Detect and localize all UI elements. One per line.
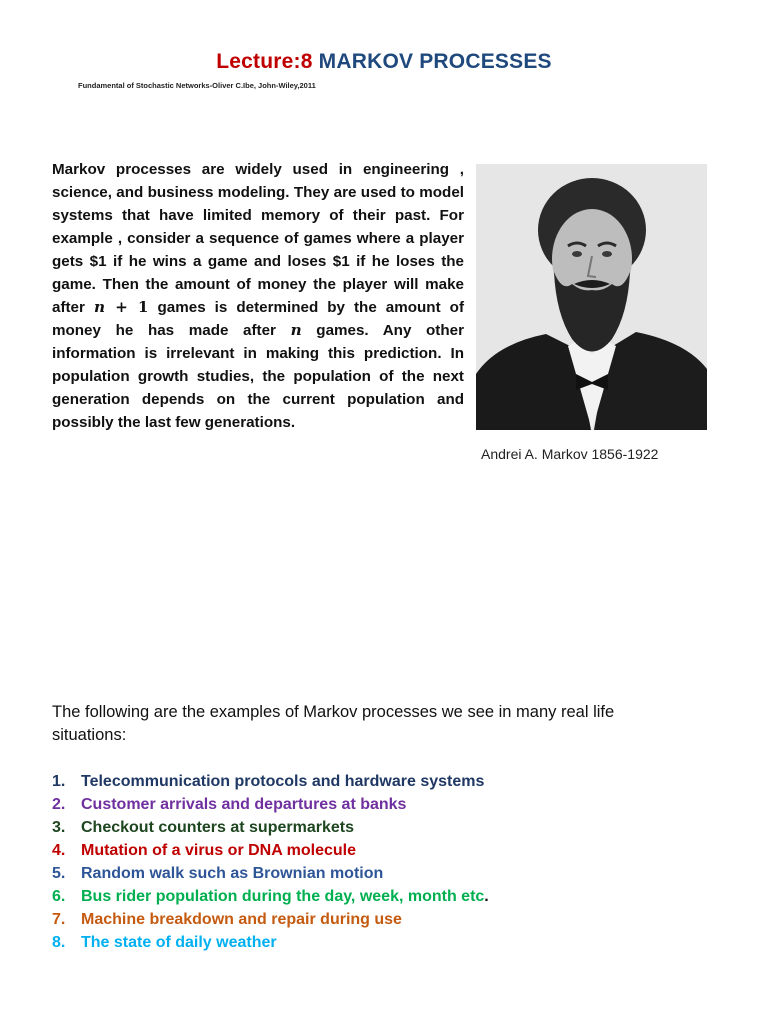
list-item xyxy=(52,839,489,862)
list-item-text: Telecommunication protocols and hardware systems xyxy=(81,773,485,790)
list-item xyxy=(52,793,489,816)
list-item xyxy=(52,908,489,931)
intro-paragraph xyxy=(52,158,464,434)
math-n: n xyxy=(93,298,105,316)
paragraph-text-3: games. Any other information is irrelevant in making this prediction. In population growth studies, the population of the next generation depends on the current population and possibly the last few generations. xyxy=(52,322,464,431)
lecture-title: MARKOV PROCESSES xyxy=(318,50,552,73)
list-number: 8. xyxy=(52,934,66,951)
list-number: 3. xyxy=(52,819,66,836)
list-item-period: . xyxy=(484,888,489,905)
math-one: 1 xyxy=(137,298,149,316)
reference-citation: Fundamental of Stochastic Networks-Oliver C.Ibe, John-Wiley,2011 xyxy=(78,81,316,90)
list-number: 6. xyxy=(52,888,66,905)
list-item-text: Customer arrivals and departures at banks xyxy=(81,796,407,813)
markov-portrait xyxy=(476,164,707,430)
paragraph-text-1: Markov processes are widely used in engineering , science, and business modeling. They are used to model systems that have limited memory of their past. For example , consider a sequence of games where a player gets $1 if he wins a game and loses $1 if he loses the game. Then the amount of money the player will make after xyxy=(52,161,464,316)
paragraph-text-2: games is determined by the amount of money he has made after xyxy=(52,299,464,339)
list-item-text: Checkout counters at supermarkets xyxy=(81,819,354,836)
list-number: 4. xyxy=(52,842,66,859)
list-item-text: The state of daily weather xyxy=(81,934,277,951)
lecture-number: Lecture:8 xyxy=(216,50,313,73)
list-item-text: Random walk such as Brownian motion xyxy=(81,865,384,882)
list-item xyxy=(52,862,489,885)
list-item xyxy=(52,931,489,954)
examples-intro: The following are the examples of Markov processes we see in many real life situations: xyxy=(52,703,615,744)
math-n-2: n xyxy=(290,321,302,339)
list-item xyxy=(52,885,489,908)
list-number: 2. xyxy=(52,796,66,813)
examples-list xyxy=(52,770,489,954)
list-item-text: Bus rider population during the day, week, month etc xyxy=(81,888,485,905)
page-title xyxy=(0,50,768,74)
list-item xyxy=(52,816,489,839)
math-plus: + xyxy=(105,298,138,316)
list-item-text: Mutation of a virus or DNA molecule xyxy=(81,842,356,859)
list-number: 5. xyxy=(52,865,66,882)
list-number: 7. xyxy=(52,911,66,928)
list-item-text: Machine breakdown and repair during use xyxy=(81,911,402,928)
list-item xyxy=(52,770,489,793)
portrait-caption: Andrei A. Markov 1856-1922 xyxy=(481,446,659,462)
list-number: 1. xyxy=(52,773,66,790)
